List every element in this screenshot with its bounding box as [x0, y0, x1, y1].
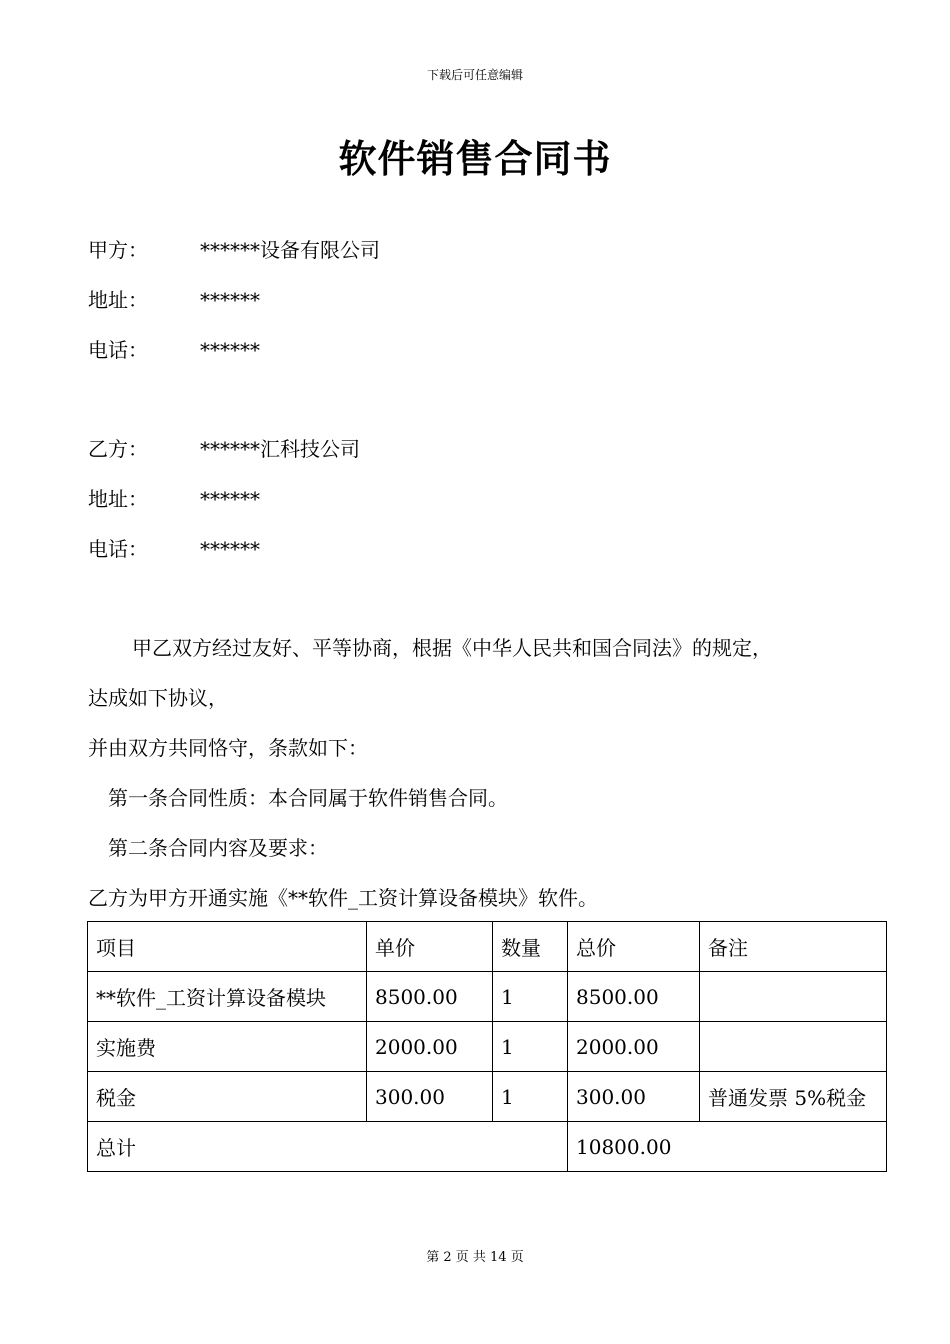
party-a-name-label: 甲方： [88, 238, 148, 262]
total-value: 10800.00 [568, 1122, 887, 1172]
party-a-block [88, 225, 380, 375]
table-row [88, 1072, 887, 1122]
header-quantity: 数量 [493, 922, 568, 972]
clause-1: 第一条合同性质：本合同属于软件销售合同。 [108, 786, 508, 810]
header-note: 下载后可任意编辑 [426, 68, 523, 82]
total-label: 总计 [88, 1122, 568, 1172]
cell-item: 税金 [88, 1072, 367, 1122]
party-b-block [88, 424, 360, 574]
cell-quantity: 1 [493, 972, 568, 1022]
table-header-row [88, 922, 887, 972]
party-b-address-row [88, 474, 360, 524]
cell-total-price: 2000.00 [568, 1022, 700, 1072]
party-a-address-row [88, 275, 380, 325]
party-b-phone-label: 电话： [88, 537, 148, 561]
paragraph-1-line-2: 达成如下协议， [88, 686, 228, 710]
page-title: 软件销售合同书 [338, 137, 612, 181]
cell-quantity: 1 [493, 1022, 568, 1072]
party-a-address: ****** [200, 288, 260, 312]
party-b-phone-row [88, 524, 360, 574]
header-unit-price: 单价 [367, 922, 493, 972]
contract-body [88, 623, 868, 923]
party-a-phone-row [88, 325, 380, 375]
cell-notes: 普通发票 5%税金 [700, 1072, 887, 1122]
cell-quantity: 1 [493, 1072, 568, 1122]
header-total-price: 总价 [568, 922, 700, 972]
party-b-address: ****** [200, 487, 260, 511]
party-a-address-label: 地址： [88, 288, 148, 312]
table-intro: 乙方为甲方开通实施《**软件_工资计算设备模块》软件。 [88, 886, 598, 910]
cell-unit-price: 300.00 [367, 1072, 493, 1122]
paragraph-1-line-1: 甲乙双方经过友好、平等协商，根据《中华人民共和国合同法》的规定， [132, 636, 772, 660]
cell-item: 实施费 [88, 1022, 367, 1072]
header-notes: 备注 [700, 922, 887, 972]
table-row [88, 972, 887, 1022]
party-a-name-row [88, 225, 380, 275]
party-b-address-label: 地址： [88, 487, 148, 511]
table-total-row [88, 1122, 887, 1172]
table-row [88, 1022, 887, 1072]
party-b-name-label: 乙方： [88, 437, 148, 461]
header-item: 项目 [88, 922, 367, 972]
cell-notes [700, 972, 887, 1022]
cell-total-price: 300.00 [568, 1072, 700, 1122]
cell-total-price: 8500.00 [568, 972, 700, 1022]
cell-item: **软件_工资计算设备模块 [88, 972, 367, 1022]
page-footer: 第 2 页 共 14 页 [426, 1250, 524, 1265]
party-b-phone: ****** [200, 537, 260, 561]
party-a-phone: ****** [200, 338, 260, 362]
cell-unit-price: 2000.00 [367, 1022, 493, 1072]
cell-notes [700, 1022, 887, 1072]
party-a-phone-label: 电话： [88, 338, 148, 362]
pricing-table [87, 921, 887, 1172]
cell-unit-price: 8500.00 [367, 972, 493, 1022]
clause-2: 第二条合同内容及要求： [108, 836, 328, 860]
party-b-name: ******汇科技公司 [200, 437, 360, 461]
party-a-name: ******设备有限公司 [200, 238, 380, 262]
paragraph-2: 并由双方共同恪守，条款如下： [88, 736, 368, 760]
party-b-name-row [88, 424, 360, 474]
